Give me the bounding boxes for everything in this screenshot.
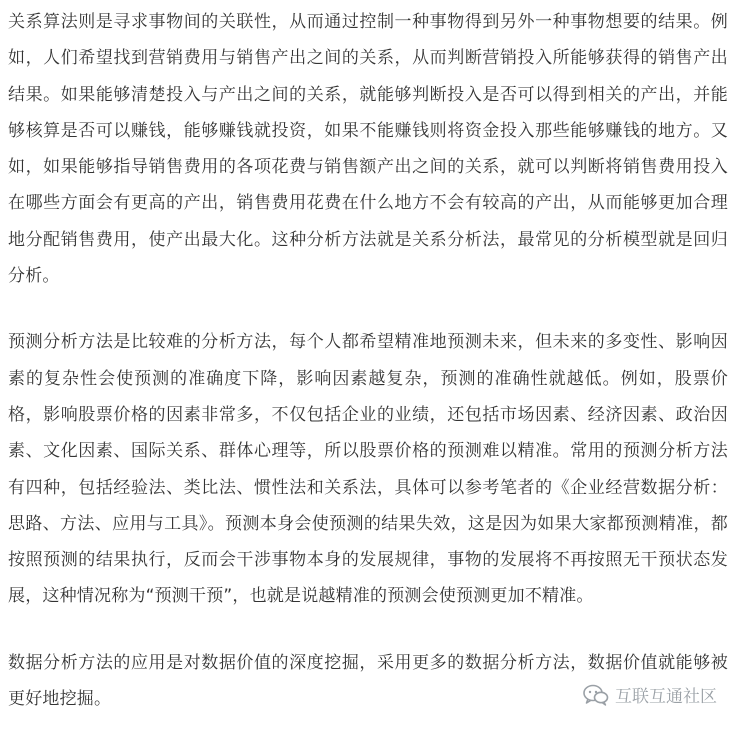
watermark: [579, 680, 721, 709]
article-body: [8, 4, 728, 747]
paragraph-prediction-analysis: 预测分析方法是比较难的分析方法，每个人都希望精准地预测未来，但未来的多变性、影响因素的复杂性会使预测的准确度下降，影响因素越复杂，预测的准确性就越低。例如，股票价格，影响股票价格的因素非常多，不仅包括企业的业绩，还包括市场因素、经济因素、政治因素、文化因素、国际关系、群体心理等，所以股票价格的预测难以精准。常用的预测分析方法有四种，包括经验法、类比法、惯性法和关系法，具体可以参考笔者的《企业经营数据分析：思路、方法、应用与工具》。预测本身会使预测的结果失效，这是因为如果大家都预测精准，都按照预测的结果执行，反而会干涉事物本身的发展规律，事物的发展将不再按照无干预状态发展，这种情况称为“预测干预”，也就是说越精准的预测会使预测更加不精准。: [8, 332, 728, 607]
wechat-icon: [583, 684, 609, 706]
watermark-text: 互联互通社区: [615, 687, 717, 707]
paragraph-conclusion: 数据分析方法的应用是对数据价值的深度挖掘，采用更多的数据分析方法，数据价值就能够被更好地挖掘。: [8, 652, 728, 710]
paragraph-relation-analysis: 关系算法则是寻求事物间的关联性，从而通过控制一种事物得到另外一种事物想要的结果。例如，人们希望找到营销费用与销售产出之间的关系，从而判断营销投入所能够获得的销售产出结果。如果能够清楚投入与产出之间的关系，就能够判断投入是否可以得到相关的产出，并能够核算是否可以赚钱，能够赚钱就投资，如果不能赚钱则将资金投入那些能够赚钱的地方。又如，如果能够指导销售费用的各项花费与销售额产出之间的关系，就可以判断将销售费用投入在哪些方面会有更高的产出，销售费用花费在什么地方不会有较高的产出，从而能够更加合理地分配销售费用，使产出最大化。这种分析方法就是关系分析法，最常见的分析模型就是回归分析。: [8, 12, 728, 287]
